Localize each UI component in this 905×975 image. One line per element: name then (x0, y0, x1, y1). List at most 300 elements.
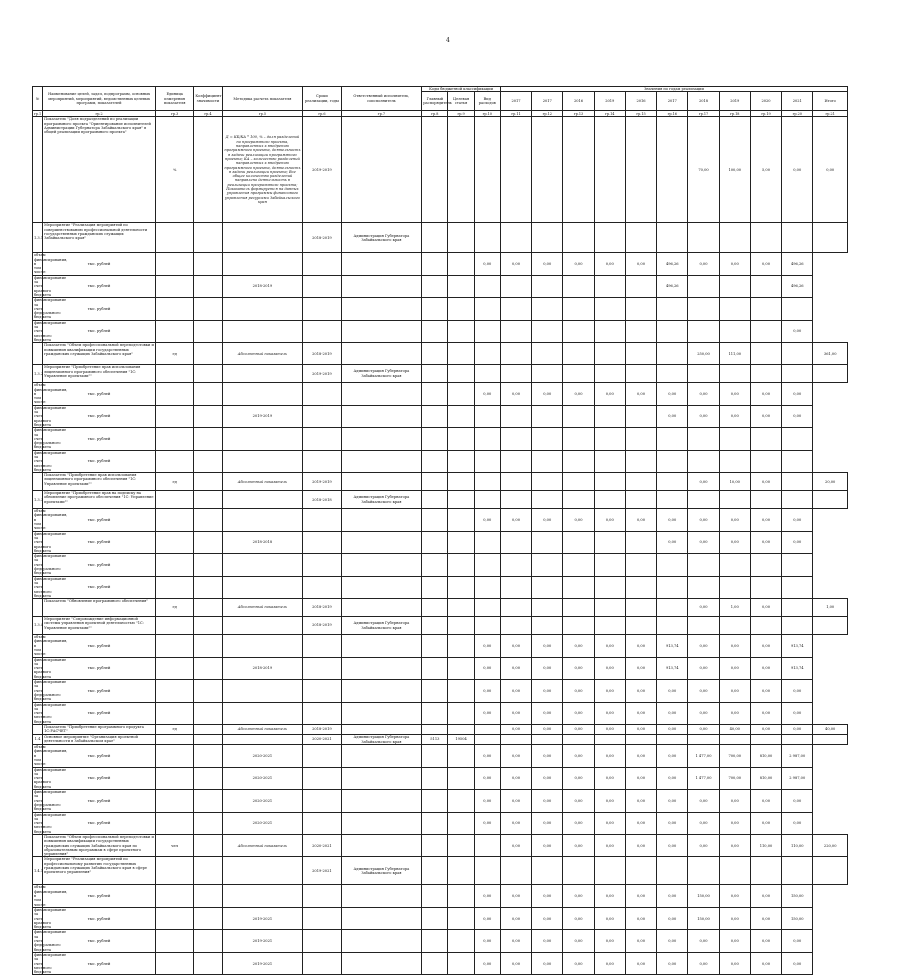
value-cell (750, 857, 781, 885)
row-num: 1.4.1 (33, 857, 43, 885)
value-cell: 0,00 (750, 509, 781, 531)
exec-cell (303, 450, 341, 472)
table-row (33, 745, 848, 767)
value-cell (594, 223, 625, 253)
row-label: финансирование за счет местного бюджета (34, 702, 67, 724)
unit-cell: тыс. рублей (43, 383, 156, 405)
value-cell (625, 857, 656, 885)
value-cell: 0,00 (532, 767, 563, 789)
value-cell (813, 491, 848, 509)
value-cell (625, 473, 656, 491)
unit-cell (156, 617, 194, 635)
term-cell: 2020-2021 (222, 812, 303, 834)
unit-cell: тыс. рублей (43, 554, 156, 576)
value-cell (625, 491, 656, 509)
row-label: финансирование за счет краевого бюджета (34, 275, 67, 297)
value-cell: 0,00 (625, 509, 656, 531)
value-cell (625, 531, 656, 553)
value-cell (563, 450, 594, 472)
term-cell: 2018-2019 (303, 343, 341, 365)
code-cell (448, 907, 474, 929)
value-cell (594, 450, 625, 472)
unit-cell: тыс. рублей (43, 509, 156, 531)
value-cell (782, 450, 813, 472)
table-row (33, 428, 848, 450)
value-cell (657, 320, 688, 342)
row-label: финансирование за счет местного бюджета (34, 576, 67, 598)
column-number: гр.5 (222, 111, 303, 117)
value-cell: 0,00 (657, 812, 688, 834)
table-row (33, 554, 848, 576)
code-cell (448, 635, 474, 657)
value-cell: 0,00 (563, 725, 594, 735)
exec-cell (341, 473, 422, 491)
value-cell: 0,00 (782, 383, 813, 405)
value-cell (474, 405, 500, 427)
year-header: 2020 (750, 92, 781, 111)
value-cell: 0,00 (750, 725, 781, 735)
value-cell: 0,00 (750, 599, 781, 617)
code-cell (448, 930, 474, 952)
value-cell (719, 491, 750, 509)
value-cell (594, 554, 625, 576)
value-cell (563, 320, 594, 342)
coef-cell (156, 952, 194, 974)
method-cell (194, 320, 222, 342)
value-cell: 0,00 (625, 907, 656, 929)
unit-cell: тыс. рублей (43, 450, 156, 472)
value-cell: 10,00 (719, 473, 750, 491)
value-cell (532, 275, 563, 297)
code-cell (448, 885, 474, 907)
code-cell (474, 617, 500, 635)
method-cell: Абсолютный показатель (222, 725, 303, 735)
method-cell (194, 930, 222, 952)
exec-cell (303, 952, 341, 974)
value-cell (719, 554, 750, 576)
value-cell (625, 599, 656, 617)
value-cell (532, 491, 563, 509)
value-cell: 0,00 (500, 383, 531, 405)
value-cell: 0,00 (500, 509, 531, 531)
value-cell: 0,00 (532, 702, 563, 724)
value-cell: 0,00 (625, 745, 656, 767)
unit-cell: тыс. рублей (43, 790, 156, 812)
value-cell (782, 298, 813, 320)
value-cell: 0,00 (500, 930, 531, 952)
value-cell (500, 117, 531, 223)
value-cell: 913,74 (782, 635, 813, 657)
value-cell (474, 275, 500, 297)
value-cell (500, 857, 531, 885)
value-cell (657, 617, 688, 635)
coef-cell (156, 885, 194, 907)
code-cell (422, 223, 448, 253)
column-number: гр.4 (194, 111, 222, 117)
unit-cell (156, 491, 194, 509)
value-cell: 0,00 (813, 117, 848, 223)
value-cell: 0,00 (750, 907, 781, 929)
method-cell (194, 907, 222, 929)
value-cell: 70,00 (688, 117, 719, 223)
unit-cell: тыс. рублей (43, 952, 156, 974)
term-cell (222, 253, 303, 275)
value-cell: 913,74 (782, 657, 813, 679)
year-header: 2017 (532, 92, 563, 111)
row-num: 1.4 (33, 735, 43, 745)
value-cell (532, 343, 563, 365)
value-cell: 0,00 (532, 885, 563, 907)
code-cell (341, 576, 422, 598)
value-cell (657, 343, 688, 365)
value-cell: 0,00 (750, 952, 781, 974)
exec-cell (303, 253, 341, 275)
unit-cell: тыс. рублей (43, 767, 156, 789)
value-cell (750, 223, 781, 253)
code-cell (474, 834, 500, 856)
value-cell (750, 576, 781, 598)
unit-cell (156, 735, 194, 745)
value-cell (625, 450, 656, 472)
term-cell (222, 680, 303, 702)
coef-cell (194, 617, 222, 635)
code-cell (474, 599, 500, 617)
code-cell (422, 117, 448, 223)
value-cell (500, 735, 531, 745)
value-cell (719, 275, 750, 297)
row-label: объем финансирования, в том числе: (34, 383, 68, 405)
col-name-header: Наименование целей, задач, подпрограмм, основных мероприятий, мероприятий, ведомственных целевых программ, показателей (43, 87, 156, 111)
term-cell: 2018-2019 (303, 599, 341, 617)
value-cell: 0,00 (688, 383, 719, 405)
row-label: объем финансирования, в том числе: (34, 885, 68, 907)
value-cell (532, 298, 563, 320)
value-cell: 0,00 (474, 657, 500, 679)
value-cell (688, 576, 719, 598)
indicator-label: Показатель "Приобретение программного продукта 1С:РАСЧЕТ" (43, 725, 156, 735)
method-cell (194, 635, 222, 657)
unit-cell (156, 223, 194, 253)
row-label: финансирование за счет федерального бюджета (34, 930, 67, 952)
code-cell (448, 491, 474, 509)
method-cell (194, 450, 222, 472)
value-cell: 0,00 (719, 253, 750, 275)
unit-cell: тыс. рублей (43, 745, 156, 767)
value-cell (563, 428, 594, 450)
value-cell: 0,00 (625, 657, 656, 679)
value-cell: 0,00 (594, 812, 625, 834)
value-cell: 1,00 (813, 599, 848, 617)
code-cell (422, 725, 448, 735)
value-cell: 0,00 (719, 405, 750, 427)
value-cell: 0,00 (474, 745, 500, 767)
value-cell: 0,00 (719, 907, 750, 929)
value-cell: 0,00 (594, 885, 625, 907)
value-cell: 0,00 (782, 790, 813, 812)
value-cell: 0,00 (719, 383, 750, 405)
code-cell (422, 365, 448, 383)
value-cell (750, 298, 781, 320)
column-number: гр.13 (563, 111, 594, 117)
code-cell (422, 428, 448, 450)
row-label: объем финансирования, в том числе: (34, 253, 68, 275)
coef-cell (194, 343, 222, 365)
column-number: гр.14 (594, 111, 625, 117)
coef-cell (156, 702, 194, 724)
code-cell (422, 952, 448, 974)
value-cell: 0,00 (750, 531, 781, 553)
value-cell (563, 405, 594, 427)
value-cell (750, 428, 781, 450)
value-cell: 0,00 (594, 680, 625, 702)
value-cell: 0,00 (532, 680, 563, 702)
value-cell (594, 428, 625, 450)
value-cell (688, 365, 719, 383)
measure-label: Мероприятие "Реализация мероприятий по совершенствованию профессиональной деятельности государственных гражданских служащих Забайкальского края" (43, 223, 156, 253)
value-cell: 0,00 (500, 952, 531, 974)
value-cell (500, 450, 531, 472)
value-cell: 0,00 (563, 745, 594, 767)
coef-cell (156, 657, 194, 679)
value-cell: 0,00 (782, 952, 813, 974)
value-cell: 0,00 (474, 635, 500, 657)
exec-cell (341, 599, 422, 617)
value-cell (625, 405, 656, 427)
method-cell (194, 531, 222, 553)
value-cell (532, 473, 563, 491)
value-cell: 0,00 (474, 383, 500, 405)
column-number: гр.18 (719, 111, 750, 117)
value-cell: 150,00 (782, 907, 813, 929)
value-cell (594, 117, 625, 223)
value-cell (594, 599, 625, 617)
column-number: гр.10 (474, 111, 500, 117)
value-cell: 0,00 (688, 657, 719, 679)
coef-cell (156, 767, 194, 789)
value-cell: 0,00 (782, 320, 813, 342)
unit-cell: тыс. рублей (43, 428, 156, 450)
value-cell: 0,00 (657, 509, 688, 531)
code-cell: 5113 (422, 735, 448, 745)
value-cell: 0,00 (688, 473, 719, 491)
code-cell (341, 320, 422, 342)
value-cell: 150,00 (688, 907, 719, 929)
code-cell (474, 725, 500, 735)
year-header: 2021 (782, 92, 813, 111)
value-cell (750, 275, 781, 297)
measure-label: Мероприятие "Сопровождение информационной системы управления проектной деятельностью "1С: Управление проектами"" (43, 617, 156, 635)
table-row (33, 509, 848, 531)
value-cell: 0,00 (688, 834, 719, 856)
col-budget-header: Коды бюджетной классификации (422, 87, 501, 92)
year-header: 2019 (594, 92, 625, 111)
table-row (33, 298, 848, 320)
table-row (33, 405, 848, 427)
term-cell: 2018-2018 (222, 531, 303, 553)
column-number: гр.19 (750, 111, 781, 117)
value-cell (657, 473, 688, 491)
method-cell (222, 365, 303, 383)
coef-cell (156, 812, 194, 834)
year-header: 2017 (657, 92, 688, 111)
code-cell (341, 428, 422, 450)
value-cell: 0,00 (563, 383, 594, 405)
code-cell (341, 509, 422, 531)
code-cell: 19504 (448, 735, 474, 745)
col-method-header: Методика расчета показателя (222, 87, 303, 111)
exec-cell (303, 702, 341, 724)
row-num: 1.3.3 (33, 491, 43, 509)
exec-cell (303, 930, 341, 952)
value-cell: 0,00 (688, 635, 719, 657)
coef-cell (156, 450, 194, 472)
value-cell: 0,00 (532, 790, 563, 812)
value-cell (782, 599, 813, 617)
term-cell (222, 576, 303, 598)
coef-cell (194, 735, 222, 745)
value-cell (657, 554, 688, 576)
value-cell: 0,00 (782, 930, 813, 952)
code-cell (422, 657, 448, 679)
value-cell: 0,00 (625, 930, 656, 952)
code-cell (422, 450, 448, 472)
code-cell (474, 343, 500, 365)
value-cell: 0,00 (688, 680, 719, 702)
value-cell (688, 554, 719, 576)
term-cell: 2020-2021 (222, 790, 303, 812)
method-cell (194, 745, 222, 767)
term-cell: 2018-2019 (303, 725, 341, 735)
value-cell (657, 450, 688, 472)
value-cell: 0,00 (474, 680, 500, 702)
method-cell (194, 428, 222, 450)
code-cell (448, 405, 474, 427)
code-cell (422, 491, 448, 509)
code-cell (341, 635, 422, 657)
value-cell (563, 117, 594, 223)
value-cell: 2 987,00 (782, 767, 813, 789)
value-cell: 0,00 (719, 680, 750, 702)
exec-cell (303, 680, 341, 702)
value-cell (594, 275, 625, 297)
row-label: объем финансирования, в том числе: (34, 635, 68, 657)
table-row (33, 767, 848, 789)
value-cell: 0,00 (782, 509, 813, 531)
value-cell: 496,26 (657, 253, 688, 275)
value-cell: 0,00 (625, 383, 656, 405)
exec-cell (341, 117, 422, 223)
method-cell (194, 576, 222, 598)
value-cell (532, 617, 563, 635)
unit-cell: тыс. рублей (43, 657, 156, 679)
exec-cell (303, 383, 341, 405)
value-cell: 913,74 (657, 657, 688, 679)
code-cell (448, 857, 474, 885)
value-cell: 0,00 (782, 531, 813, 553)
value-cell: 150,00 (782, 885, 813, 907)
value-cell (719, 320, 750, 342)
value-cell (625, 365, 656, 383)
term-cell: 2019-2019 (303, 117, 341, 223)
coef-cell (156, 576, 194, 598)
value-cell (474, 320, 500, 342)
value-cell (688, 320, 719, 342)
value-cell (500, 365, 531, 383)
value-cell: 0,00 (474, 509, 500, 531)
coef-cell (156, 275, 194, 297)
term-cell: 2018-2019 (222, 657, 303, 679)
value-cell (500, 531, 531, 553)
value-cell: 0,00 (782, 117, 813, 223)
value-cell: 0,00 (594, 725, 625, 735)
value-cell: 0,00 (500, 834, 531, 856)
value-cell: 0,00 (657, 531, 688, 553)
row-label: финансирование за счет краевого бюджета (34, 657, 67, 679)
value-cell (563, 298, 594, 320)
exec-cell (303, 635, 341, 657)
code-cell (448, 680, 474, 702)
term-cell (222, 509, 303, 531)
unit-cell: тыс. рублей (43, 531, 156, 553)
code-cell (341, 907, 422, 929)
value-cell (500, 491, 531, 509)
value-cell: 0,00 (500, 680, 531, 702)
method-cell (222, 735, 303, 745)
code-cell (448, 298, 474, 320)
value-cell: 0,00 (719, 952, 750, 974)
value-cell: 0,00 (750, 885, 781, 907)
code-cell (341, 790, 422, 812)
term-cell (222, 450, 303, 472)
table-row (33, 253, 848, 275)
value-cell: 0,00 (563, 657, 594, 679)
value-cell: 0,00 (719, 790, 750, 812)
col-exec-header: Ответственный исполнитель, соисполнитель (341, 87, 422, 111)
exec-cell (341, 834, 422, 856)
value-cell: 0,00 (532, 812, 563, 834)
table-row (33, 617, 848, 635)
code-cell (341, 680, 422, 702)
value-cell (719, 735, 750, 745)
value-cell: 913,74 (657, 635, 688, 657)
value-cell (813, 857, 848, 885)
unit-cell: тыс. рублей (43, 320, 156, 342)
value-cell (532, 428, 563, 450)
value-cell (782, 735, 813, 745)
value-cell (782, 491, 813, 509)
value-cell: 0,00 (657, 383, 688, 405)
value-cell (625, 320, 656, 342)
row-label: финансирование за счет федерального бюджета (34, 554, 67, 576)
value-cell: 0,00 (474, 767, 500, 789)
code-cell (448, 790, 474, 812)
table-row (33, 790, 848, 812)
value-cell: 0,00 (657, 790, 688, 812)
value-cell (782, 473, 813, 491)
value-cell: 496,26 (657, 275, 688, 297)
table-row (33, 885, 848, 907)
value-cell: 496,26 (782, 253, 813, 275)
indicator-label: Показатель "Приобретение прав использования лицензионного программного обеспечения "1С: Управление проектами"" (43, 473, 156, 491)
term-cell: 2019-2021 (303, 857, 341, 885)
value-cell (500, 617, 531, 635)
row-num (33, 599, 43, 617)
row-label: финансирование за счет федерального бюджета (34, 428, 67, 450)
table-row (33, 657, 848, 679)
value-cell (532, 223, 563, 253)
code-cell (422, 790, 448, 812)
exec-cell (303, 790, 341, 812)
